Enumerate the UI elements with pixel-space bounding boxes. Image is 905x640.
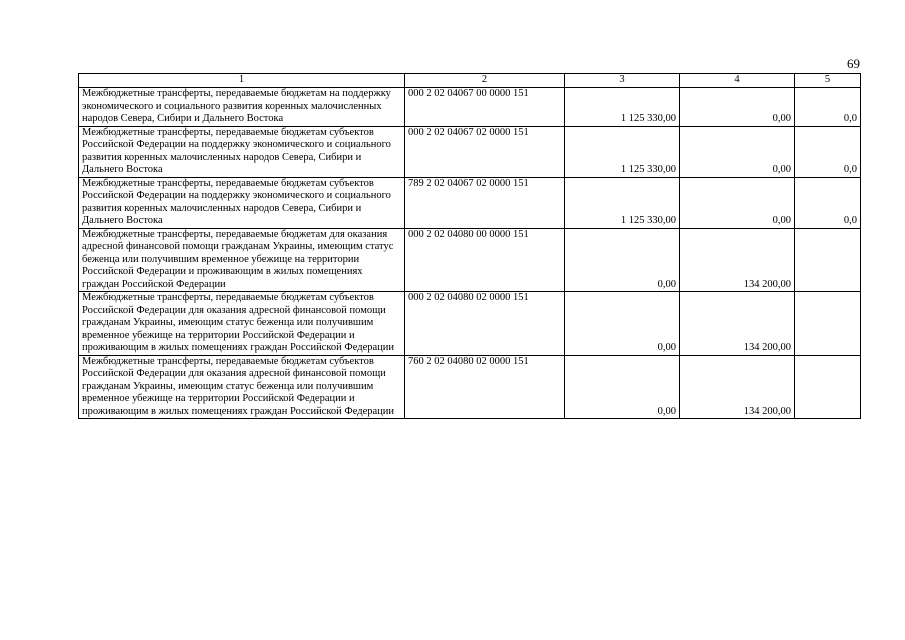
row-value-col4: 0,00 <box>680 88 795 127</box>
row-value-col3: 1 125 330,00 <box>565 177 680 228</box>
table-header-row <box>79 74 861 88</box>
row-name-cell: Межбюджетные трансферты, передаваемые бюджетам субъектов Российской Федерации для оказания адресной финансовой помощи гражданам Украины, имеющим статус беженца или получившим временное убежище на территории Российской Федерации и проживающим в жилых помещениях граждан Российской Федерации <box>79 355 405 419</box>
row-value-col4: 134 200,00 <box>680 355 795 419</box>
page-number: 69 <box>847 56 860 71</box>
row-value-col4: 0,00 <box>680 177 795 228</box>
row-value-col4: 0,00 <box>680 126 795 177</box>
column-header: 2 <box>405 74 565 88</box>
row-value-col3: 0,00 <box>565 292 680 356</box>
row-value-col5 <box>795 292 861 356</box>
table-row <box>79 292 861 356</box>
row-value-col5 <box>795 228 861 292</box>
table-row <box>79 228 861 292</box>
row-code-cell: 000 2 02 04080 00 0000 151 <box>405 228 565 292</box>
column-header: 3 <box>565 74 680 88</box>
row-name-cell: Межбюджетные трансферты, передаваемые бюджетам субъектов Российской Федерации для оказания адресной финансовой помощи гражданам Украины, имеющим статус беженца или получившим временное убежище на территории Российской Федерации и проживающим в жилых помещениях граждан Российской Федерации <box>79 292 405 356</box>
table-row <box>79 355 861 419</box>
row-value-col5: 0,0 <box>795 88 861 127</box>
row-value-col4: 134 200,00 <box>680 228 795 292</box>
row-code-cell: 000 2 02 04080 02 0000 151 <box>405 292 565 356</box>
row-value-col3: 0,00 <box>565 355 680 419</box>
row-value-col4: 134 200,00 <box>680 292 795 356</box>
row-value-col3: 0,00 <box>565 228 680 292</box>
row-name-cell: Межбюджетные трансферты, передаваемые бюджетам для оказания адресной финансовой помощи гражданам Украины, имеющим статус беженца или получившим временное убежище на территории Российской Федерации и проживающим в жилых помещениях граждан Российской Федерации <box>79 228 405 292</box>
row-name-cell: Межбюджетные трансферты, передаваемые бюджетам на поддержку экономического и социального развития коренных малочисленных народов Севера, Сибири и Дальнего Востока <box>79 88 405 127</box>
table-row <box>79 126 861 177</box>
budget-table <box>78 73 861 419</box>
column-header: 5 <box>795 74 861 88</box>
row-name-cell: Межбюджетные трансферты, передаваемые бюджетам субъектов Российской Федерации на поддержку экономического и социального развития коренных малочисленных народов Севера, Сибири и Дальнего Востока <box>79 177 405 228</box>
table-row <box>79 88 861 127</box>
column-header: 4 <box>680 74 795 88</box>
row-code-cell: 789 2 02 04067 02 0000 151 <box>405 177 565 228</box>
row-value-col5 <box>795 355 861 419</box>
row-code-cell: 000 2 02 04067 00 0000 151 <box>405 88 565 127</box>
row-value-col5: 0,0 <box>795 177 861 228</box>
column-header: 1 <box>79 74 405 88</box>
row-value-col5: 0,0 <box>795 126 861 177</box>
row-code-cell: 000 2 02 04067 02 0000 151 <box>405 126 565 177</box>
table-row <box>79 177 861 228</box>
row-value-col3: 1 125 330,00 <box>565 88 680 127</box>
row-value-col3: 1 125 330,00 <box>565 126 680 177</box>
row-code-cell: 760 2 02 04080 02 0000 151 <box>405 355 565 419</box>
row-name-cell: Межбюджетные трансферты, передаваемые бюджетам субъектов Российской Федерации на поддержку экономического и социального развития коренных малочисленных народов Севера, Сибири и Дальнего Востока <box>79 126 405 177</box>
